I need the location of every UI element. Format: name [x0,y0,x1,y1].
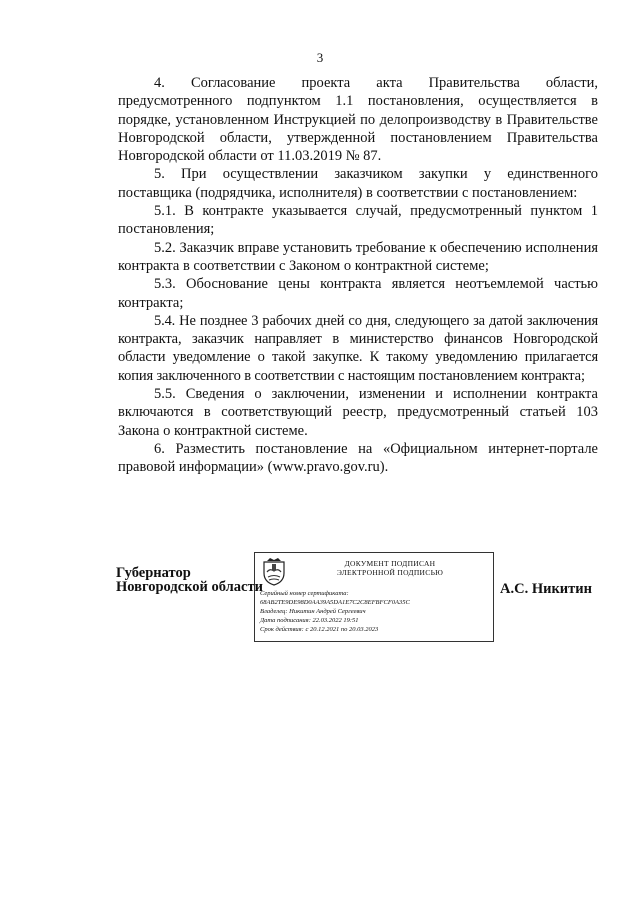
governor-title [116,566,263,594]
stamp-serial: 68AB2TE9DE98D0AA39A5DA1E7C2C8EFBFCF0A35C [260,599,410,606]
document-body [118,74,598,477]
paragraph-5-2: 5.2. Заказчик вправе установить требование к обеспечению исполнения контракта в соответствии с Законом о контрактной системе; [118,239,598,274]
stamp-validity: Срок действия: с 20.12.2021 по 20.03.2023 [260,626,379,633]
paragraph-5-3: 5.3. Обоснование цены контракта является неотъемлемой частью контракта; [118,276,598,311]
stamp-title [295,559,485,577]
signer-name: А.С. Никитин [500,581,592,597]
stamp-title-line1: ДОКУМЕНТ ПОДПИСАН [344,559,436,568]
page-number: 3 [316,50,324,65]
novgorod-coat-of-arms-icon [261,558,287,586]
governor-title-line2: Новгородской области [116,579,263,595]
governor-title-line1: Губернатор [116,565,191,581]
stamp-serial-label: Серийный номер сертификата: [260,590,349,597]
stamp-title-line2: ЭЛЕКТРОННОЙ ПОДПИСЬЮ [336,568,444,577]
paragraph-5-1: 5.1. В контракте указывается случай, предусмотренный пунктом 1 постановления; [118,203,598,238]
paragraph-6: 6. Разместить постановление на «Официальном интернет-портале правовой информации» (www.pravo.gov.ru). [118,440,598,476]
stamp-details [260,589,492,634]
paragraph-5: 5. При осуществлении заказчиком закупки у единственного поставщика (подрядчика, исполнителя) в соответствии с постановлением: [118,166,598,201]
paragraph-5-5: 5.5. Сведения о заключении, изменении и исполнении контракта включаются в соответствующий реестр, предусмотренный статьей 103 Закона о контрактной системе. [118,386,598,439]
stamp-signed-date: Дата подписания: 22.03.2022 19:51 [260,617,359,624]
stamp-owner: Владелец: Никитин Андрей Сергеевич [260,608,366,615]
electronic-signature-stamp [254,552,494,642]
paragraph-4: 4. Согласование проекта акта Правительства области, предусмотренного подпунктом 1.1 постановления, осуществляется в порядке, установленном Инструкцией по делопроизводству в Правительстве Новгородской области, утвержденной постановлением Правительства Новгородской области от 11.03.2019 № 87. [118,75,598,165]
paragraph-5-4: 5.4. Не позднее 3 рабочих дней со дня, следующего за датой заключения контракта, заказчик направляет в министерство финансов Новгородской области уведомление о такой закупке. К такому уведомлению прилагается копия заключенного в соответствии с настоящим постановлением контракта; [118,312,598,384]
